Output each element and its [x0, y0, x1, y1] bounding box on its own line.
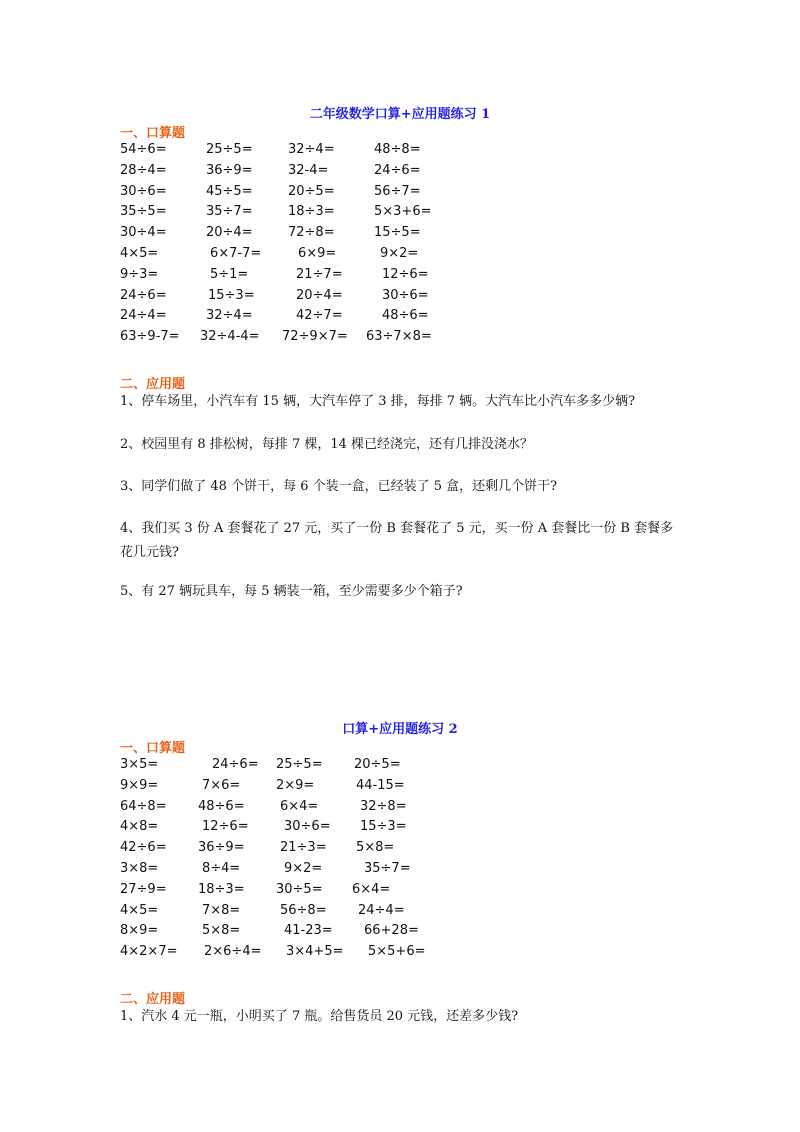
word-problem: 4、我们买 3 份 A 套餐花了 27 元，买了一份 B 套餐花了 5 元，买一份 A 套餐比一份 B 套餐多花几元钱?: [120, 521, 674, 560]
oral-row: [120, 202, 560, 223]
oral-problem: 21÷3=: [280, 840, 327, 856]
sheet2-title: 口算+应用题练习 2: [342, 722, 458, 737]
oral-problem: 18÷3=: [198, 881, 245, 897]
oral-row: [120, 755, 560, 776]
oral-problem: 64÷8=: [120, 798, 167, 814]
oral-problem: 48÷6=: [382, 308, 429, 324]
oral-problem: 15÷5=: [374, 225, 421, 241]
oral-problem: 5×5+6=: [368, 944, 426, 960]
oral-problem: 24÷6=: [212, 757, 259, 772]
oral-problem: 2×6÷4=: [204, 944, 262, 960]
oral-problem: 42÷6=: [120, 840, 167, 856]
oral-problem: 18÷3=: [288, 204, 335, 220]
oral-problem: 20÷5=: [288, 183, 335, 199]
oral-problem: 8÷4=: [202, 860, 241, 876]
oral-problem: 5×3+6=: [374, 204, 432, 220]
word-problem: 2、校园里有 8 排松树，每排 7 棵，14 棵已经浇完，还有几排没浇水？: [120, 437, 534, 452]
oral-problem: 24÷4=: [358, 902, 405, 918]
oral-problem: 7×6=: [202, 777, 241, 793]
sheet2-oral-heading: 一、口算题: [120, 741, 186, 756]
sheet1-oral-heading: 一、口算题: [120, 126, 186, 141]
oral-problem: 63÷9-7=: [120, 329, 180, 345]
oral-row: [120, 859, 560, 880]
oral-problem: 32÷4=: [206, 308, 253, 324]
oral-problem: 48÷6=: [198, 798, 245, 814]
oral-problem: 27÷9=: [120, 881, 167, 897]
oral-row: [120, 286, 560, 307]
oral-problem: 44-15=: [356, 777, 405, 793]
oral-problem: 5÷1=: [210, 266, 249, 282]
word-problem: 1、停车场里，小汽车有 15 辆，大汽车停了 3 排，每排 7 辆。大汽车比小汽车多多少辆?: [120, 394, 636, 409]
oral-problem: 3×8=: [120, 860, 159, 876]
oral-row: [120, 306, 560, 327]
oral-row: [120, 140, 560, 161]
oral-problem: 9×2=: [284, 860, 323, 876]
oral-row: [120, 901, 560, 922]
oral-problem: 7×8=: [202, 902, 241, 918]
oral-problem: 36÷9=: [206, 162, 253, 178]
oral-problem: 24÷6=: [374, 162, 421, 178]
oral-row: [120, 327, 560, 348]
oral-problem: 63÷7×8=: [366, 329, 432, 345]
oral-problem: 35÷7=: [206, 204, 253, 220]
oral-row: [120, 797, 560, 818]
sheet1-oral-grid: [120, 140, 560, 348]
oral-problem: 4×8=: [120, 819, 159, 835]
word-problem: 1、汽水 4 元一瓶，小明买了 7 瓶。给售货员 20 元钱，还差多少钱?: [120, 1009, 519, 1024]
oral-problem: 36÷9=: [198, 840, 245, 856]
oral-row: [120, 223, 560, 244]
oral-row: [120, 244, 560, 265]
oral-problem: 35÷7=: [364, 860, 411, 876]
oral-problem: 30÷5=: [276, 881, 323, 897]
sheet2-word-heading: 二、应用题: [120, 992, 186, 1007]
oral-row: [120, 942, 560, 963]
oral-problem: 25÷5=: [206, 142, 253, 157]
oral-row: [120, 838, 560, 859]
oral-problem: 32÷8=: [360, 798, 407, 814]
oral-problem: 30÷6=: [120, 183, 167, 199]
oral-problem: 56÷7=: [374, 183, 421, 199]
oral-problem: 2×9=: [276, 777, 315, 793]
word-problem: 3、同学们做了 48 个饼干，每 6 个装一盒，已经装了 5 盒，还剩几个饼干?: [120, 479, 558, 494]
oral-problem: 8×9=: [120, 923, 159, 939]
oral-row: [120, 161, 560, 182]
oral-problem: 4×5=: [120, 245, 159, 261]
oral-problem: 20÷5=: [354, 757, 401, 772]
oral-row: [120, 880, 560, 901]
oral-problem: 20÷4=: [206, 225, 253, 241]
oral-problem: 28÷4=: [120, 162, 167, 178]
oral-row: [120, 921, 560, 942]
word-problem: 5、有 27 辆玩具车，每 5 辆装一箱，至少需要多少个箱子?: [120, 584, 463, 599]
oral-problem: 72÷9×7=: [282, 329, 348, 345]
oral-problem: 21÷7=: [296, 266, 343, 282]
oral-problem: 32-4=: [288, 162, 329, 178]
oral-problem: 30÷4=: [120, 225, 167, 241]
oral-problem: 30÷6=: [382, 287, 429, 303]
oral-problem: 5×8=: [202, 923, 241, 939]
oral-problem: 35÷5=: [120, 204, 167, 220]
oral-problem: 41-23=: [284, 923, 333, 939]
oral-problem: 6×4=: [352, 881, 391, 897]
oral-problem: 3×5=: [120, 757, 159, 772]
oral-problem: 20÷4=: [296, 287, 343, 303]
oral-problem: 6×9=: [298, 245, 337, 261]
oral-problem: 30÷6=: [284, 819, 331, 835]
oral-problem: 12÷6=: [202, 819, 249, 835]
oral-problem: 32÷4=: [288, 142, 335, 157]
oral-problem: 5×8=: [356, 840, 395, 856]
oral-problem: 9×2=: [380, 245, 419, 261]
oral-problem: 24÷6=: [120, 287, 167, 303]
oral-problem: 4×5=: [120, 902, 159, 918]
oral-problem: 48÷8=: [374, 142, 421, 157]
oral-problem: 3×4+5=: [286, 944, 344, 960]
oral-problem: 45÷5=: [206, 183, 253, 199]
oral-problem: 4×2×7=: [120, 944, 178, 960]
oral-problem: 56÷8=: [280, 902, 327, 918]
oral-problem: 54÷6=: [120, 142, 167, 157]
oral-problem: 72÷8=: [288, 225, 335, 241]
oral-problem: 25÷5=: [276, 757, 323, 772]
oral-problem: 15÷3=: [208, 287, 255, 303]
oral-row: [120, 817, 560, 838]
oral-problem: 9÷3=: [120, 266, 159, 282]
oral-problem: 12÷6=: [382, 266, 429, 282]
sheet1-title: 二年级数学口算+应用题练习 1: [309, 107, 491, 122]
oral-problem: 9×9=: [120, 777, 159, 793]
oral-row: [120, 776, 560, 797]
oral-problem: 6×4=: [280, 798, 319, 814]
oral-problem: 32÷4-4=: [200, 329, 260, 345]
sheet2-oral-grid: [120, 755, 560, 963]
oral-row: [120, 182, 560, 203]
oral-problem: 15÷3=: [360, 819, 407, 835]
sheet1-word-heading: 二、应用题: [120, 377, 186, 392]
oral-problem: 6×7-7=: [210, 245, 262, 261]
oral-problem: 42÷7=: [296, 308, 343, 324]
oral-row: [120, 265, 560, 286]
oral-problem: 66+28=: [364, 923, 419, 939]
oral-problem: 24÷4=: [120, 308, 167, 324]
